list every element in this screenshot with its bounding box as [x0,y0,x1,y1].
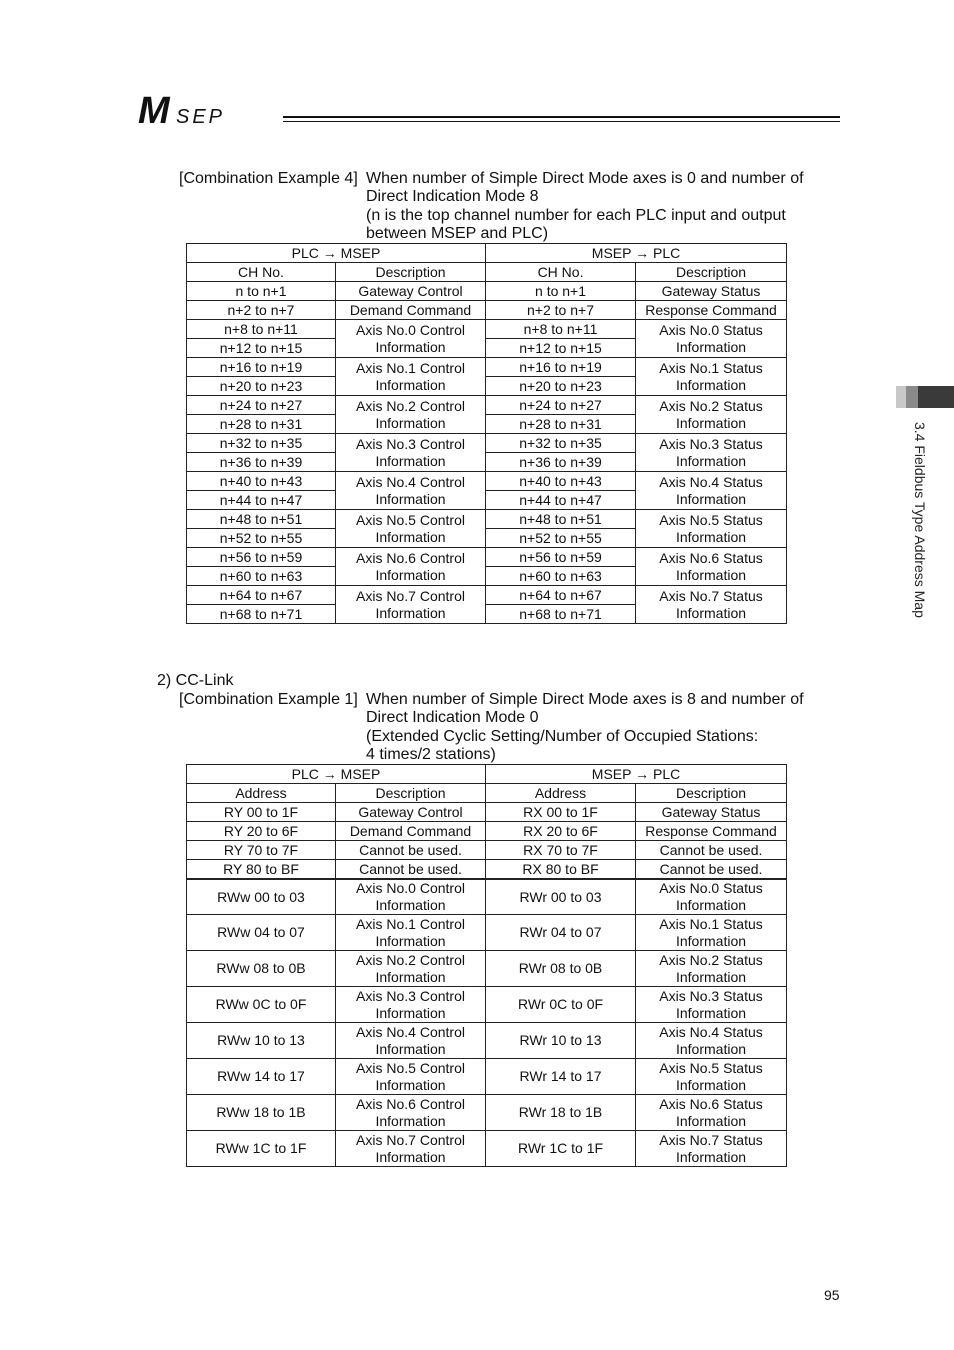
table-row [187,510,787,529]
description-text: Axis No.1 Status [659,360,763,376]
table-cell: n to n+1 [486,282,636,301]
address-cell: RWw 08 to 0B [187,951,336,987]
description-line: When number of Simple Direct Mode axes is 8 and number of [366,691,804,708]
description-line: When number of Simple Direct Mode axes is 0 and number of [366,170,804,187]
description-cell [636,548,787,586]
description-text: Information [675,1004,747,1021]
description-line: 4 times/2 stations) [366,746,496,763]
group-header: MSEP → PLC [486,765,787,784]
column-header: Description [636,263,787,282]
description-line: (Extended Cyclic Setting/Number of Occupied Stations: [366,728,759,745]
table-row [187,987,787,1023]
address-cell: RWw 04 to 07 [187,915,336,951]
description-cell [636,1023,787,1059]
ch-cell: n+8 to n+11 [486,320,636,339]
table-row [187,1023,787,1059]
table-cell: n to n+1 [187,282,336,301]
description-cell [636,586,787,624]
table-cell: Response Command [636,822,787,841]
description-cell [636,320,787,358]
description-text: Information [375,338,446,355]
table-row [187,1095,787,1131]
table-cell: Demand Command [336,822,486,841]
description-text: Information [375,1148,446,1165]
ch-cell: n+12 to n+15 [187,339,336,358]
description-text: Axis No.7 Status [659,1132,763,1148]
ch-cell: n+36 to n+39 [187,453,336,472]
table-row [187,434,787,453]
address-cell: RWw 18 to 1B [187,1095,336,1131]
table-row [187,915,787,951]
description-text: Axis No.2 Status [659,398,763,414]
table-row [187,803,787,822]
cclink-address-table [186,764,787,1167]
devicenet-address-table [186,243,787,624]
description-text: Axis No.4 Control [356,474,465,490]
description-text: Information [375,1112,446,1129]
description-cell [336,1023,486,1059]
address-cell: RWr 0C to 0F [486,987,636,1023]
description-text: Information [375,566,446,583]
svg-text:SEP: SEP [176,106,226,128]
address-cell: RWr 00 to 03 [486,879,636,915]
description-text: Axis No.0 Status [659,880,763,897]
description-text: Axis No.0 Status [659,322,763,338]
table-cell: Gateway Status [636,803,787,822]
side-tab-marker-light [896,386,906,408]
address-cell: RWw 00 to 03 [187,879,336,915]
address-cell: RWr 10 to 13 [486,1023,636,1059]
description-text: Axis No.3 Status [659,436,763,452]
description-text: Information [675,338,747,355]
ch-cell: n+24 to n+27 [486,396,636,415]
column-header: CH No. [486,263,636,282]
column-header: Description [336,784,486,803]
description-text: Axis No.5 Status [659,512,763,528]
description-text: Information [375,452,446,469]
ch-cell: n+20 to n+23 [486,377,636,396]
description-cell [336,1095,486,1131]
group-header: PLC → MSEP [187,244,486,263]
description-cell [636,987,787,1023]
description-text: Information [675,376,747,393]
table-row [187,841,787,860]
description-line: Direct Indication Mode 8 [366,188,539,205]
table-row [187,951,787,987]
group-header: PLC → MSEP [187,765,486,784]
address-cell: RWr 14 to 17 [486,1059,636,1095]
description-text: Axis No.4 Status [659,474,763,490]
description-cell [336,510,486,548]
description-cell [336,915,486,951]
ch-cell: n+60 to n+63 [187,567,336,586]
description-line: (n is the top channel number for each PLC input and output [366,207,786,224]
group-header: MSEP → PLC [486,244,787,263]
description-cell [336,472,486,510]
table-cell: Cannot be used. [636,860,787,879]
description-text: Information [675,490,747,507]
address-cell: RWr 1C to 1F [486,1131,636,1167]
description-line: between MSEP and PLC) [366,225,549,242]
description-text: Axis No.4 Control [356,1024,465,1040]
description-text: Information [675,1112,747,1129]
description-text: Axis No.6 Control [356,550,465,566]
description-text: Information [375,1004,446,1021]
example-label: [Combination Example 4] [179,170,358,187]
description-text: Information [375,490,446,507]
description-cell [636,879,787,915]
ch-cell: n+32 to n+35 [486,434,636,453]
ch-cell: n+64 to n+67 [486,586,636,605]
description-text: Information [375,414,446,431]
header-rule [283,116,840,118]
example-label: [Combination Example 1] [179,691,358,708]
description-text: Axis No.3 Control [356,988,465,1004]
description-text: Information [675,452,747,469]
description-text: Axis No.1 Control [356,916,465,932]
table-row [187,472,787,491]
description-cell [636,915,787,951]
address-cell: RWr 08 to 0B [486,951,636,987]
description-cell [336,1131,486,1167]
ch-cell: n+52 to n+55 [486,529,636,548]
table-cell: RY 00 to 1F [187,803,336,822]
ch-cell: n+60 to n+63 [486,567,636,586]
ch-cell: n+40 to n+43 [187,472,336,491]
table-row [187,586,787,605]
table-row [187,879,787,915]
description-text: Axis No.6 Status [659,550,763,566]
table-cell: Demand Command [336,301,486,320]
description-text: Information [675,1148,747,1165]
ch-cell: n+40 to n+43 [486,472,636,491]
description-line: Direct Indication Mode 0 [366,709,539,726]
description-text: Information [375,604,446,621]
address-cell: RWr 18 to 1B [486,1095,636,1131]
description-cell [636,396,787,434]
description-text: Information [675,932,747,949]
description-text: Information [375,1040,446,1057]
description-cell [636,1095,787,1131]
description-cell [336,548,486,586]
ch-cell: n+56 to n+59 [486,548,636,567]
ch-cell: n+44 to n+47 [486,491,636,510]
description-cell [336,879,486,915]
description-text: Information [375,896,446,913]
column-header: Description [636,784,787,803]
description-text: Axis No.0 Control [356,880,465,897]
address-cell: RWw 10 to 13 [187,1023,336,1059]
table-cell: RX 00 to 1F [486,803,636,822]
table-row [187,822,787,841]
column-header: Address [486,784,636,803]
table-row [187,320,787,339]
description-text: Axis No.7 Control [356,588,465,604]
description-text: Axis No.5 Status [659,1060,763,1076]
table-row [187,548,787,567]
table-cell: RX 70 to 7F [486,841,636,860]
description-text: Axis No.7 Status [659,588,763,604]
description-text: Axis No.5 Control [356,1060,465,1076]
table-cell: Cannot be used. [336,860,486,879]
description-cell [336,434,486,472]
side-tab-marker [918,386,954,408]
ch-cell: n+32 to n+35 [187,434,336,453]
address-cell: RWr 04 to 07 [486,915,636,951]
table-row [187,1131,787,1167]
ch-cell: n+52 to n+55 [187,529,336,548]
description-cell [336,358,486,396]
description-text: Axis No.6 Status [659,1096,763,1112]
description-cell [336,987,486,1023]
table-row [187,1059,787,1095]
description-text: Axis No.1 Control [356,360,465,376]
ch-cell: n+48 to n+51 [187,510,336,529]
table-cell: n+2 to n+7 [187,301,336,320]
table-row [187,358,787,377]
ch-cell: n+28 to n+31 [187,415,336,434]
table-cell: RY 20 to 6F [187,822,336,841]
table-cell: Cannot be used. [336,841,486,860]
description-cell [636,472,787,510]
description-cell [336,396,486,434]
address-cell: RWw 1C to 1F [187,1131,336,1167]
ch-cell: n+16 to n+19 [187,358,336,377]
description-text: Information [675,1040,747,1057]
description-text: Information [375,932,446,949]
description-cell [636,951,787,987]
column-header: Description [336,263,486,282]
table-cell: Response Command [636,301,787,320]
table-cell: Cannot be used. [636,841,787,860]
description-text: Axis No.2 Control [356,952,465,968]
table-row [187,860,787,879]
column-header: CH No. [187,263,336,282]
table-cell: RY 70 to 7F [187,841,336,860]
table-cell: n+2 to n+7 [486,301,636,320]
ch-cell: n+68 to n+71 [486,605,636,624]
section-heading: 2) CC-Link [157,672,234,689]
ch-cell: n+16 to n+19 [486,358,636,377]
description-text: Information [675,896,747,913]
side-tab-marker-mid [906,386,918,408]
description-cell [636,358,787,396]
description-text: Information [675,566,747,583]
description-text: Information [375,1076,446,1093]
description-cell [336,320,486,358]
description-cell [636,1059,787,1095]
header-rule-thin [283,121,840,122]
description-cell [336,951,486,987]
ch-cell: n+20 to n+23 [187,377,336,396]
description-text: Axis No.2 Status [659,952,763,968]
table-cell: Gateway Control [336,282,486,301]
description-text: Information [675,414,747,431]
description-text: Information [675,1076,747,1093]
table-row [187,396,787,415]
description-text: Information [375,968,446,985]
address-cell: RWw 0C to 0F [187,987,336,1023]
description-text: Information [375,376,446,393]
table-cell: RX 20 to 6F [486,822,636,841]
table-cell: Gateway Control [336,803,486,822]
svg-text:M: M [138,92,170,128]
ch-cell: n+12 to n+15 [486,339,636,358]
page-number: 95 [824,1287,840,1303]
description-text: Axis No.2 Control [356,398,465,414]
description-text: Axis No.0 Control [356,322,465,338]
description-cell [636,434,787,472]
ch-cell: n+68 to n+71 [187,605,336,624]
description-text: Information [375,528,446,545]
msep-logo [138,92,278,128]
ch-cell: n+28 to n+31 [486,415,636,434]
description-text: Information [675,968,747,985]
description-text: Information [675,604,747,621]
ch-cell: n+8 to n+11 [187,320,336,339]
description-text: Information [675,528,747,545]
ch-cell: n+64 to n+67 [187,586,336,605]
description-cell [336,586,486,624]
ch-cell: n+44 to n+47 [187,491,336,510]
ch-cell: n+36 to n+39 [486,453,636,472]
description-text: Axis No.6 Control [356,1096,465,1112]
description-text: Axis No.7 Control [356,1132,465,1148]
address-cell: RWw 14 to 17 [187,1059,336,1095]
column-header: Address [187,784,336,803]
description-cell [636,1131,787,1167]
description-text: Axis No.5 Control [356,512,465,528]
table-cell: Gateway Status [636,282,787,301]
description-text: Axis No.3 Status [659,988,763,1004]
table-cell: RY 80 to BF [187,860,336,879]
ch-cell: n+48 to n+51 [486,510,636,529]
description-text: Axis No.1 Status [659,916,763,932]
description-text: Axis No.4 Status [659,1024,763,1040]
description-cell [336,1059,486,1095]
description-cell [636,510,787,548]
table-cell: RX 80 to BF [486,860,636,879]
description-text: Axis No.3 Control [356,436,465,452]
ch-cell: n+24 to n+27 [187,396,336,415]
ch-cell: n+56 to n+59 [187,548,336,567]
side-tab-label: 3.4 Fieldbus Type Address Map [912,422,928,618]
